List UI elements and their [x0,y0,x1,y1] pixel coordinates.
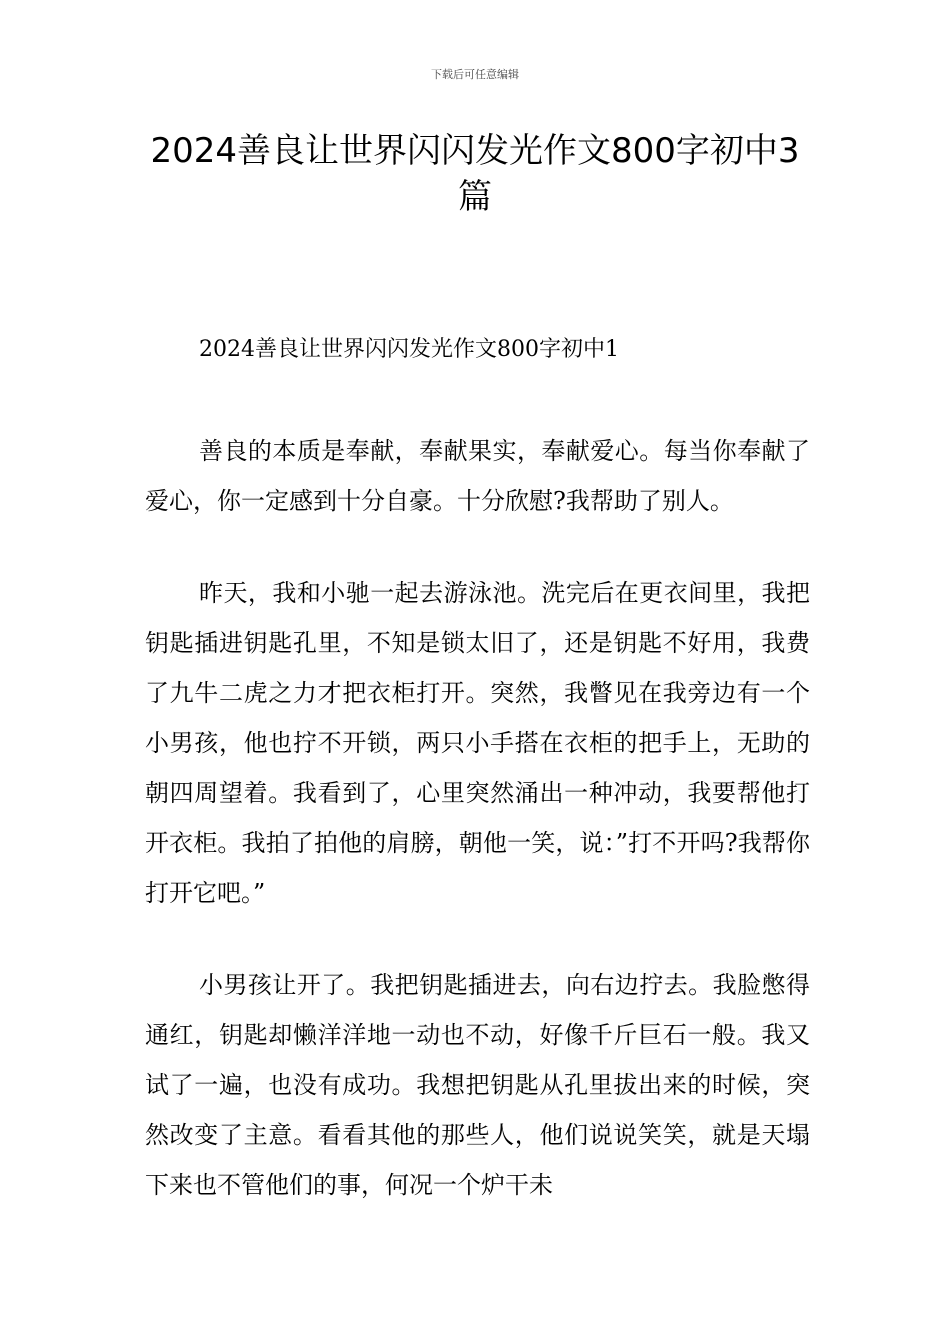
paragraph-3: 小男孩让开了。我把钥匙插进去，向右边拧去。我脸憋得通红，钥匙却懒洋洋地一动也不动，好像千斤巨石一般。我又试了一遍，也没有成功。我想把钥匙从孔里拔出来的时候，突然改变了主意。看看其他的那些人，他们说说笑笑，就是天塌下来也不管他们的事，何况一个炉干未 [145,971,810,1199]
document-title: 2024善良让世界闪闪发光作文800字初中3篇 [150,131,800,217]
paragraph-1: 善良的本质是奉献，奉献果实，奉献爱心。每当你奉献了爱心，你一定感到十分自豪。十分欣慰?我帮助了别人。 [145,437,810,515]
section-heading: 2024善良让世界闪闪发光作文800字初中1 [199,337,619,362]
paragraph-2: 昨天，我和小驰一起去游泳池。洗完后在更衣间里，我把钥匙插进钥匙孔里，不知是锁太旧了，还是钥匙不好用，我费了九牛二虎之力才把衣柜打开。突然，我瞥见在我旁边有一个小男孩，他也拧不开锁，两只小手搭在衣柜的把手上，无助的朝四周望着。我看到了，心里突然涌出一种冲动，我要帮他打开衣柜。我拍了拍他的肩膀，朝他一笑，说：”打不开吗?我帮你打开它吧。” [145,579,810,907]
page-header-note: 下载后可任意编辑 [431,68,519,81]
document-body [145,330,810,1210]
